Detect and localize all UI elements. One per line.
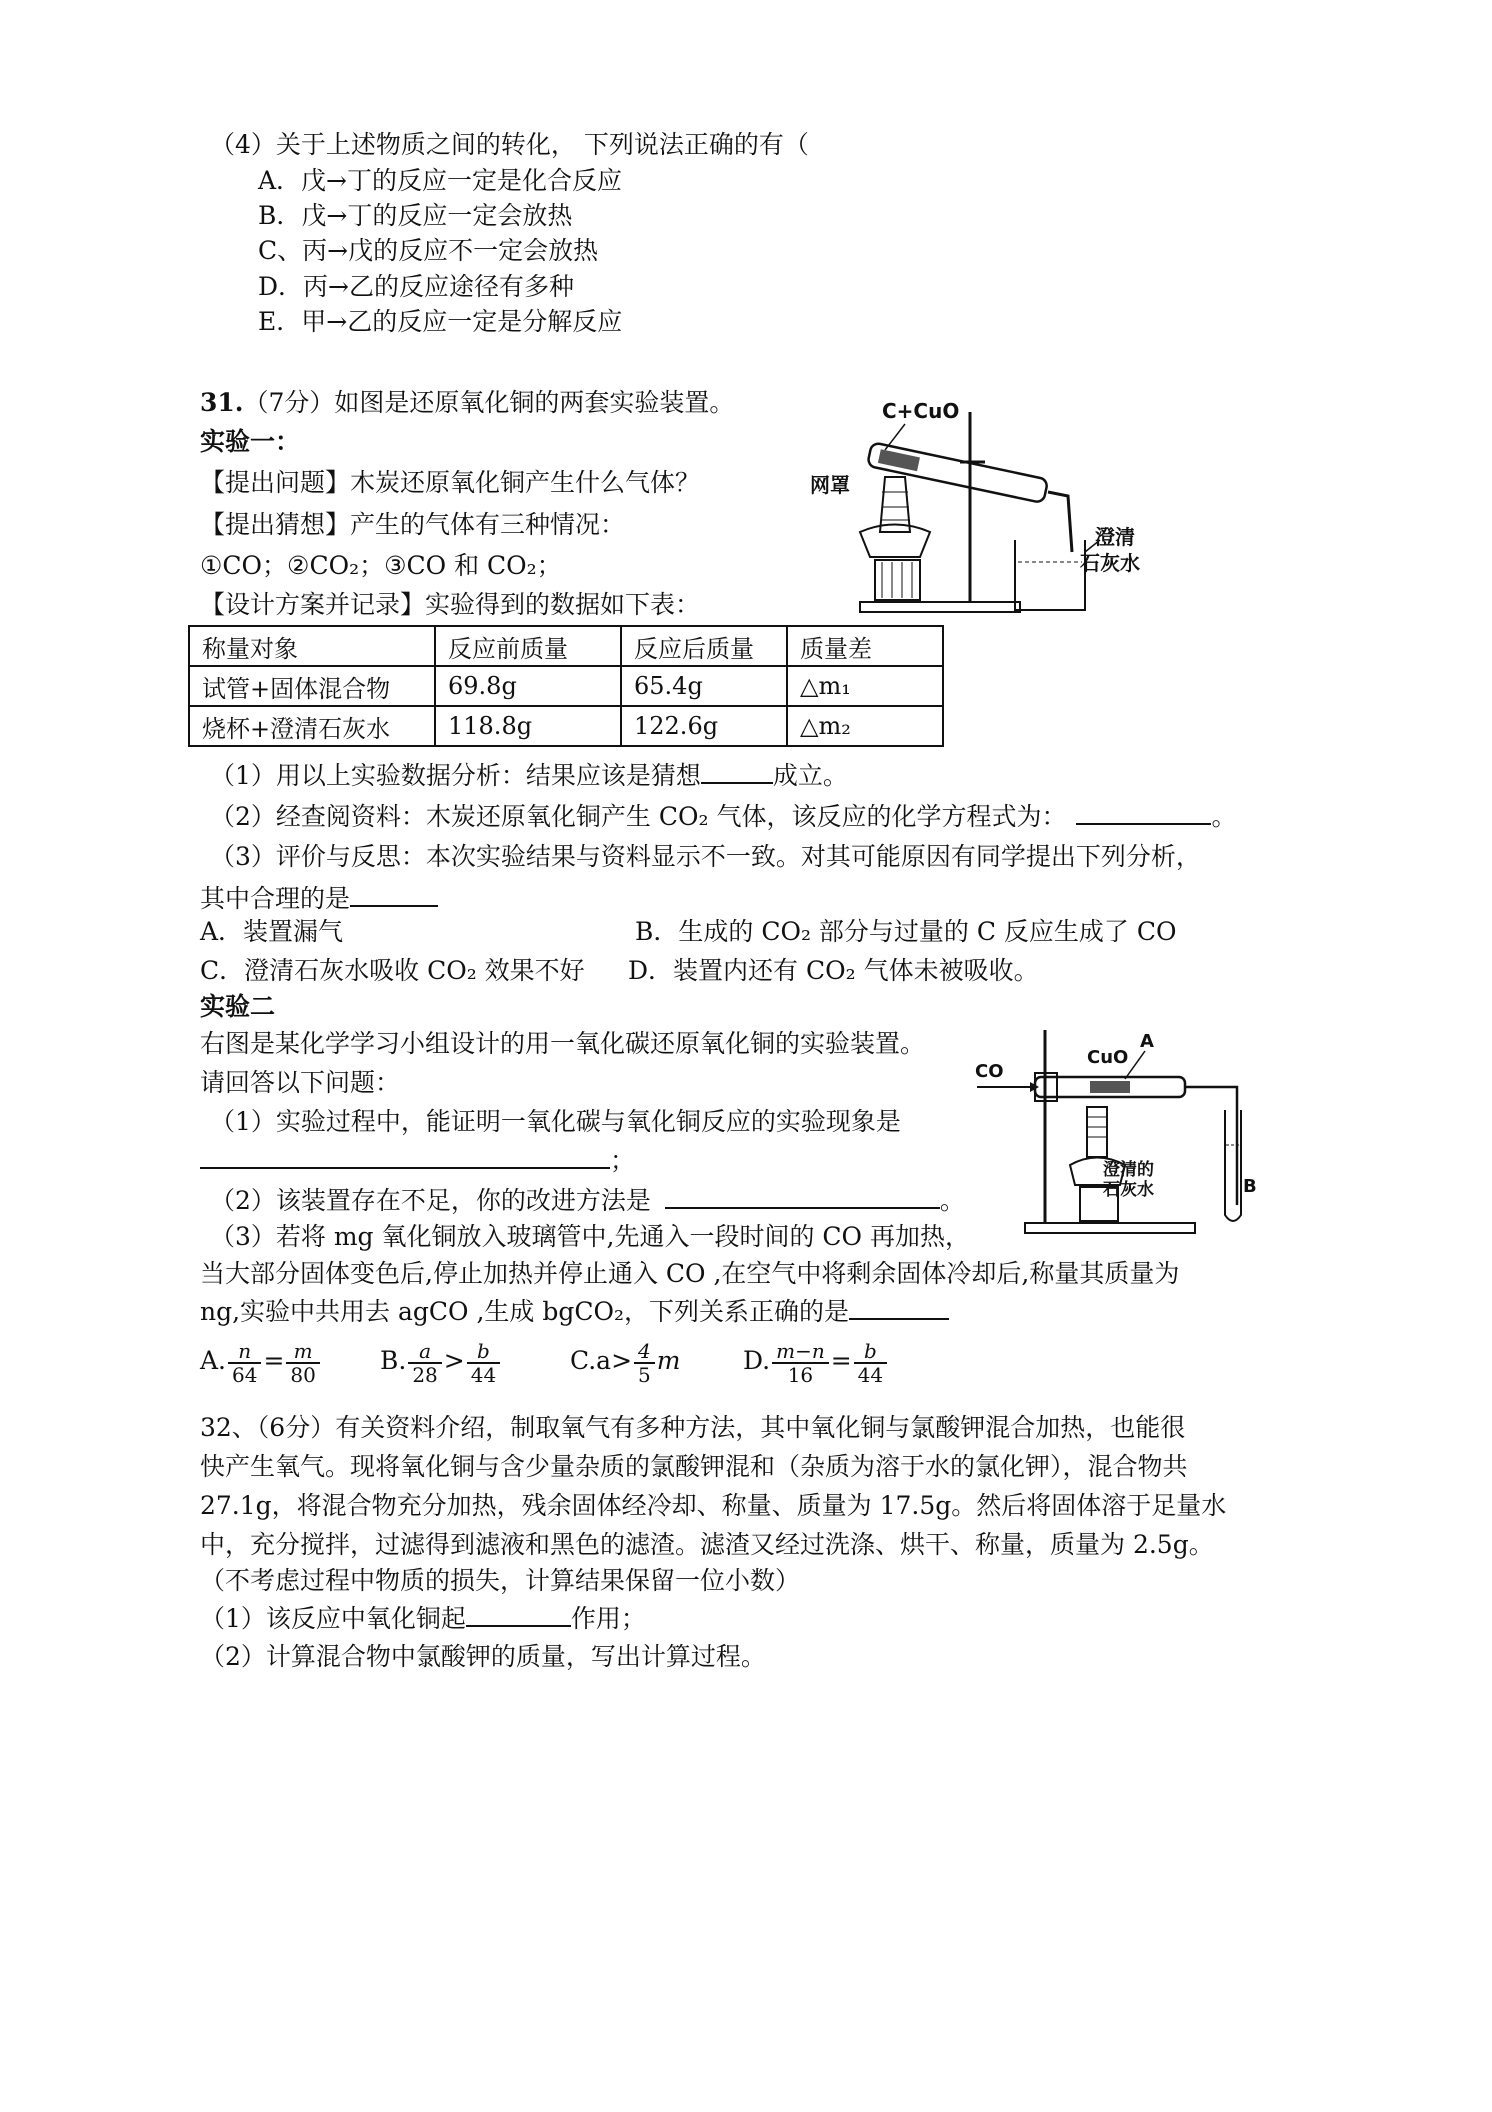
q32-line-2: 快产生氧气。现将氧化铜与含少量杂质的氯酸钾混和（杂质为溶于水的氯化钾），混合物共 bbox=[200, 1452, 1188, 1481]
q31-e3-line3: ng,实验中共用去 agCO ,生成 bgCO₂，下列关系正确的是 bbox=[200, 1294, 949, 1329]
q31-sub3-opt-a: A．装置漏气 bbox=[200, 917, 344, 946]
q31-exp1-title: 实验一： bbox=[200, 427, 301, 456]
q31-number: 31. bbox=[200, 388, 244, 417]
fig2-label-lime-2: 石灰水 bbox=[1103, 1180, 1154, 1200]
table-cell: △m₂ bbox=[787, 706, 943, 746]
q32-sub2: （2）计算混合物中氯酸钾的质量，写出计算过程。 bbox=[200, 1642, 766, 1671]
q31-e2: （2）该装置存在不足，你的改进方法是 。 bbox=[210, 1183, 965, 1218]
table-row bbox=[189, 666, 943, 706]
q31-design: 【设计方案并记录】实验得到的数据如下表： bbox=[200, 590, 701, 619]
table-cell: 烧杯+澄清石灰水 bbox=[189, 706, 435, 746]
fig2-label-lime-1: 澄清的 bbox=[1103, 1160, 1154, 1180]
q32-line-1: 32、（6分）有关资料介绍，制取氧气有多种方法，其中氧化铜与氯酸钾混合加热，也能很 bbox=[200, 1413, 1186, 1442]
q31-hypothesis: 【提出猜想】产生的气体有三种情况： bbox=[200, 510, 626, 539]
fig1-label-right-1: 澄清 bbox=[1095, 525, 1135, 549]
q31-e3-line2: 当大部分固体变色后,停止加热并停止通入 CO ,在空气中将剩余固体冷却后,称量其质量为 bbox=[200, 1259, 1180, 1288]
fig2-label-co: CO bbox=[975, 1061, 1004, 1082]
q31-e1-answer: ； bbox=[200, 1143, 635, 1178]
data-table bbox=[188, 625, 944, 747]
fig1-label-top: C+CuO bbox=[882, 399, 960, 423]
fig1-label-left: 网罩 bbox=[810, 473, 850, 497]
answer-blank[interactable] bbox=[1076, 799, 1211, 825]
q4-option-b: B．戊→丁的反应一定会放热 bbox=[258, 201, 573, 230]
q31-choice-a: A. $\frac{n}{64}$ = $\frac{m}{80}$ bbox=[200, 1333, 322, 1389]
q31-sub1: （1）用以上实验数据分析：结果应该是猜想 成立。 bbox=[210, 758, 848, 793]
q31-exp2-ask: 请回答以下问题： bbox=[200, 1068, 401, 1097]
q32-line-5: （不考虑过程中物质的损失，计算结果保留一位小数） bbox=[200, 1566, 801, 1595]
fig2-label-a: A bbox=[1140, 1031, 1154, 1052]
q4-option-c: C、丙→戊的反应不一定会放热 bbox=[258, 236, 599, 265]
q4-option-e: E．甲→乙的反应一定是分解反应 bbox=[258, 307, 623, 336]
table-header-row bbox=[189, 626, 943, 666]
fig2-label-cuo: CuO bbox=[1087, 1047, 1129, 1068]
table-cell: 65.4g bbox=[621, 666, 787, 706]
answer-blank[interactable] bbox=[466, 1601, 571, 1627]
answer-blank[interactable] bbox=[350, 881, 438, 907]
q31-e1: （1）实验过程中，能证明一氧化碳与氧化铜反应的实验现象是 bbox=[210, 1107, 901, 1136]
q31-e3-line1: （3）若将 mg 氧化铜放入玻璃管中,先通入一段时间的 CO 再加热， bbox=[210, 1222, 970, 1251]
table-row bbox=[189, 706, 943, 746]
table-cell: 118.8g bbox=[435, 706, 621, 746]
q31-sub3-opt-b: B．生成的 CO₂ 部分与过量的 C 反应生成了 CO bbox=[635, 917, 1177, 946]
answer-blank[interactable] bbox=[701, 758, 773, 784]
apparatus-figure-1 bbox=[810, 392, 1180, 622]
table-cell: △m₁ bbox=[787, 666, 943, 706]
q32-line-3: 27.1g，将混合物充分加热，残余固体经冷却、称量、质量为 17.5g。然后将固体溶于足量水 bbox=[200, 1491, 1227, 1520]
fig1-label-right-2: 石灰水 bbox=[1080, 551, 1140, 575]
q31-exp2-title: 实验二 bbox=[200, 992, 276, 1021]
table-cell: 69.8g bbox=[435, 666, 621, 706]
q31-question: 【提出问题】木炭还原氧化铜产生什么气体？ bbox=[200, 468, 701, 497]
q32-sub1: （1）该反应中氧化铜起 作用； bbox=[200, 1601, 646, 1636]
q4-option-a: A．戊→丁的反应一定是化合反应 bbox=[258, 166, 623, 195]
table-header-cell: 质量差 bbox=[787, 626, 943, 666]
fig2-label-b: B bbox=[1243, 1176, 1257, 1197]
table-header-cell: 反应前质量 bbox=[435, 626, 621, 666]
table-header-cell: 反应后质量 bbox=[621, 626, 787, 666]
q31-sub3-line1: （3）评价与反思：本次实验结果与资料显示不一致。对其可能原因有同学提出下列分析， bbox=[210, 842, 1201, 871]
answer-blank[interactable] bbox=[200, 1143, 610, 1169]
q31-choice-d: D. $\frac{m-n}{16}$ = $\frac{b}{44}$ bbox=[743, 1333, 889, 1389]
q31-sub3-line2: 其中合理的是 bbox=[200, 881, 438, 916]
q31-sub3-opt-d: D．装置内还有 CO₂ 气体未被吸收。 bbox=[628, 956, 1039, 985]
table-header-cell: 称量对象 bbox=[189, 626, 435, 666]
table-cell: 122.6g bbox=[621, 706, 787, 746]
q4-option-d: D．丙→乙的反应途径有多种 bbox=[258, 272, 574, 301]
q31-intro: 31.（7分）如图是还原氧化铜的两套实验装置。 bbox=[200, 388, 735, 417]
q31-sub2: （2）经查阅资料：木炭还原氧化铜产生 CO₂ 气体，该反应的化学方程式为： 。 bbox=[210, 799, 1236, 834]
q32-line-4: 中，充分搅拌，过滤得到滤液和黑色的滤渣。滤渣又经过洗涤、烘干、称量，质量为 2.5g。 bbox=[200, 1530, 1214, 1559]
q31-exp2-intro: 右图是某化学学习小组设计的用一氧化碳还原氧化铜的实验装置。 bbox=[200, 1029, 926, 1058]
q4-stem: （4）关于上述物质之间的转化， 下列说法正确的有（ bbox=[210, 130, 809, 159]
answer-blank[interactable] bbox=[849, 1294, 949, 1320]
q31-cases: ①CO；②CO₂；③CO 和 CO₂； bbox=[200, 551, 562, 580]
q31-choice-c: C.a> $\frac{4}{5}$ m bbox=[570, 1338, 681, 1387]
q31-sub3-opt-c: C．澄清石灰水吸收 CO₂ 效果不好 bbox=[200, 956, 585, 985]
table-cell: 试管+固体混合物 bbox=[189, 666, 435, 706]
apparatus-figure-2 bbox=[975, 1015, 1275, 1240]
q31-choice-b: B. $\frac{a}{28}$ > $\frac{b}{44}$ bbox=[380, 1333, 502, 1389]
answer-blank[interactable] bbox=[665, 1183, 940, 1209]
